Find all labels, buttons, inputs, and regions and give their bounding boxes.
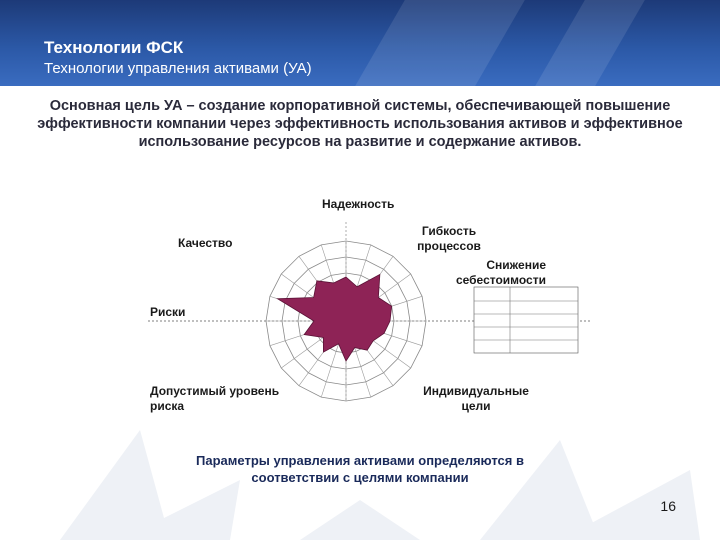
footer-caption: Параметры управления активами определяются в соответствии с целями компании: [196, 453, 524, 485]
label-process-flexibility: Гибкость процессов: [417, 224, 481, 253]
label-individual-goals: Индивидуальные цели: [423, 384, 529, 413]
label-quality: Качество: [178, 236, 233, 250]
label-acceptable-risk: Допустимый уровень риска: [150, 384, 280, 413]
label-reliability: Надежность: [322, 197, 395, 211]
slide-title: Технологии ФСК: [44, 38, 184, 57]
label-cost-reduction: Снижение себестоимости: [455, 258, 546, 287]
legend-table-lines: [474, 287, 578, 353]
label-risks: Риски: [150, 305, 186, 319]
radar-area: [278, 274, 392, 361]
slide-subtitle: Технологии управления активами (УА): [44, 60, 312, 77]
lead-text: Основная цель УА – создание корпоративной системы, обеспечивающей повышение эффективности компании через эффективность использования активов и эффективное использование ресурсов на развитие и содержание активов.: [37, 98, 683, 150]
page-number: 16: [660, 498, 676, 514]
